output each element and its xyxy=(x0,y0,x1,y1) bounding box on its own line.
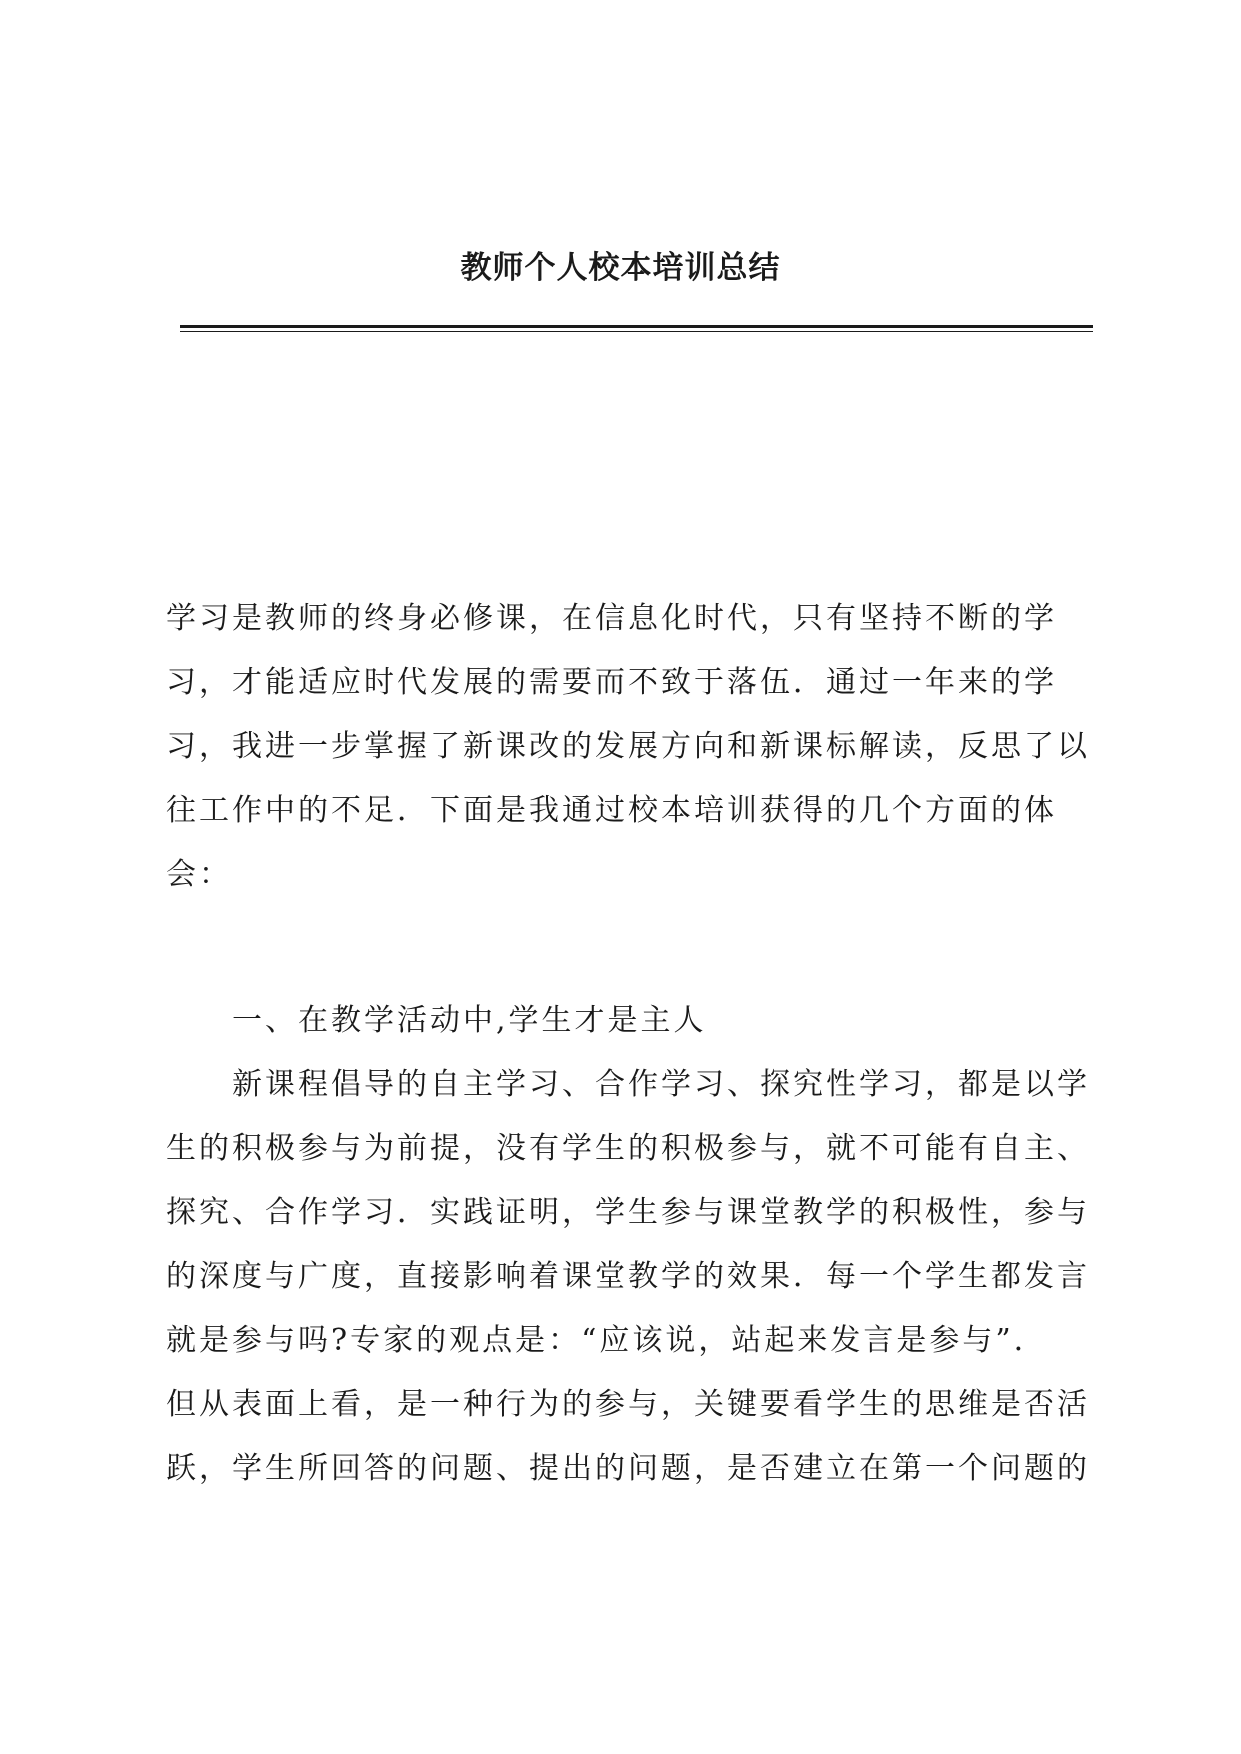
section-line: 新课程倡导的自主学习、合作学习、探究性学习，都是以学 xyxy=(232,1067,1090,1102)
section-line: 跃，学生所回答的问题、提出的问题，是否建立在第一个问题的 xyxy=(166,1451,1090,1486)
section-line: 但从表面上看，是一种行为的参与，关键要看学生的思维是否活 xyxy=(166,1387,1090,1422)
intro-line: 往工作中的不足．下面是我通过校本培训获得的几个方面的体 xyxy=(166,793,1057,828)
section-line: 的深度与广度，直接影响着课堂教学的效果．每一个学生都发言 xyxy=(166,1259,1090,1294)
section-line: 就是参与吗?专家的观点是：“应该说，站起来发言是参与”． xyxy=(166,1323,1047,1358)
intro-line: 习，我进一步掌握了新课改的发展方向和新课标解读，反思了以 xyxy=(166,729,1090,764)
document-title: 教师个人校本培训总结 xyxy=(460,250,781,286)
section-line: 生的积极参与为前提，没有学生的积极参与，就不可能有自主、 xyxy=(166,1131,1090,1166)
intro-paragraph xyxy=(166,587,1098,907)
intro-line: 学习是教师的终身必修课，在信息化时代，只有坚持不断的学 xyxy=(166,601,1057,636)
intro-line: 习，才能适应时代发展的需要而不致于落伍．通过一年来的学 xyxy=(166,665,1057,700)
intro-line: 会： xyxy=(166,857,232,892)
section-line: 探究、合作学习．实践证明，学生参与课堂教学的积极性，参与 xyxy=(166,1195,1090,1230)
section-heading: 一、在教学活动中,学生才是主人 xyxy=(232,1003,707,1038)
title-divider-thin xyxy=(180,331,1093,332)
title-divider-thick xyxy=(180,325,1093,328)
section-one xyxy=(166,989,1098,1501)
